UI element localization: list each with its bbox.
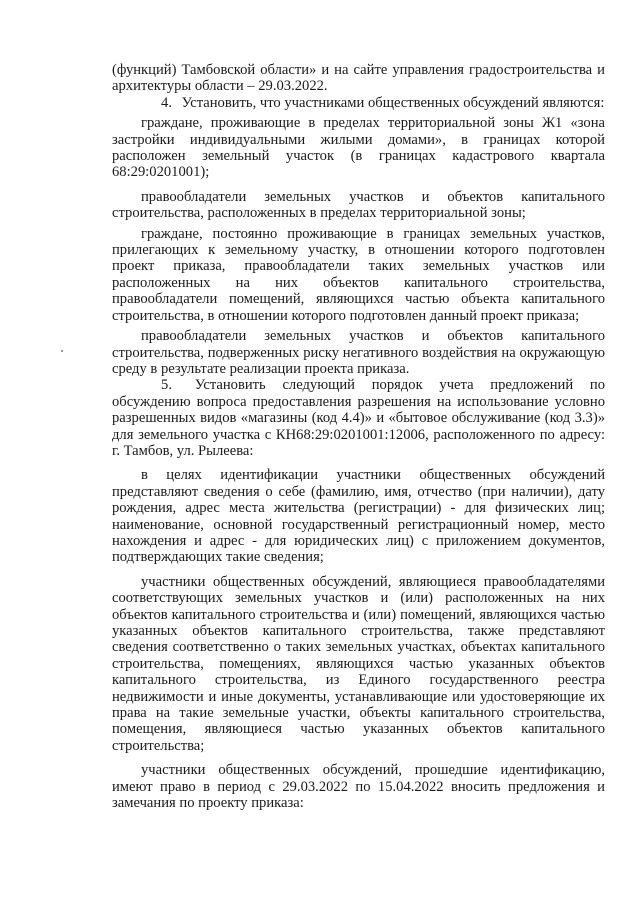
item-4-number: 4. [161, 94, 172, 111]
paragraph-identification: в целях идентификации участники общественных обсуждений представляют сведения о себе (фамилию, имя, отчество (при наличии), дату рождения, адрес места жительства (регистрации) - для физических лиц; наименование, основной государственный регистрационный номер, место нахождения и адрес - для юридических лиц) с приложением документов, подтверждающих такие сведения; [112, 467, 605, 566]
item-5-text: Установить следующий порядок учета предложений по обсуждению вопроса предоставления разрешения на использование условно разрешенных видов «магазины (код 4.4)» и «бытовое обслуживание (код 3.3)» для земельного участка с КН68:29:0201001:12006, расположенного по адресу: г. Тамбов, ул. Рылеева: [112, 377, 605, 459]
item-4 [112, 95, 605, 111]
item-5-number: 5. [161, 377, 172, 394]
paragraph-publication: (функций) Тамбовской области» и на сайте управления градостроительства и архитектуры области – 29.03.2022. [112, 62, 605, 95]
paragraph-rightholders-zone: правообладатели земельных участков и объектов капитального строительства, расположенных в пределах территориальной зоны; [112, 188, 605, 222]
paragraph-residents-zone: граждане, проживающие в пределах территориальной зоны Ж1 «зона застройки индивидуальными жилыми домами», в границах которой расположен земельный участок (в границах кадастрового квартала 68:29:0201001); [112, 115, 605, 181]
document-body [112, 62, 605, 811]
paragraph-adjacent-residents: граждане, постоянно проживающие в границах земельных участков, прилегающих к земельному участку, в отношении которого подготовлен проект приказа, правообладатели таких земельных участков или расположенных на них объектов капитального строительства, правообладатели помещений, являющихся частью объекта капитального строительства, в отношении которого подготовлен данный проект приказа; [112, 225, 605, 324]
scan-speck [61, 350, 63, 352]
item-5 [112, 377, 605, 459]
paragraph-proposal-period: участники общественных обсуждений, прошедшие идентификацию, имеют право в период с 29.03.2022 по 15.04.2022 вносить предложения и замечания по проекту приказа: [112, 762, 605, 812]
paragraph-risk-rightholders: правообладатели земельных участков и объектов капитального строительства, подверженных риску негативного воздействия на окружающую среду в результате реализации проекта приказа. [112, 328, 605, 377]
item-4-text: Установить, что участниками общественных обсуждений являются: [181, 94, 605, 111]
paragraph-rightholder-documents: участники общественных обсуждений, являющиеся правообладателями соответствующих земельных участков и (или) расположенных на них объектов капитального строительства и (или) помещений, являющихся частью указанных объектов капитального строительства, также представляют сведения соответственно о таких земельных участках, объектах капитального строительства, помещениях, являющихся частью указанных объектов капитального строительства, из Единого государственного реестра недвижимости и иные документы, устанавливающие или удостоверяющие их права на такие земельные участки, объекты капитального строительства, помещения, являющиеся частью указанных объектов капитального строительства; [112, 573, 605, 754]
